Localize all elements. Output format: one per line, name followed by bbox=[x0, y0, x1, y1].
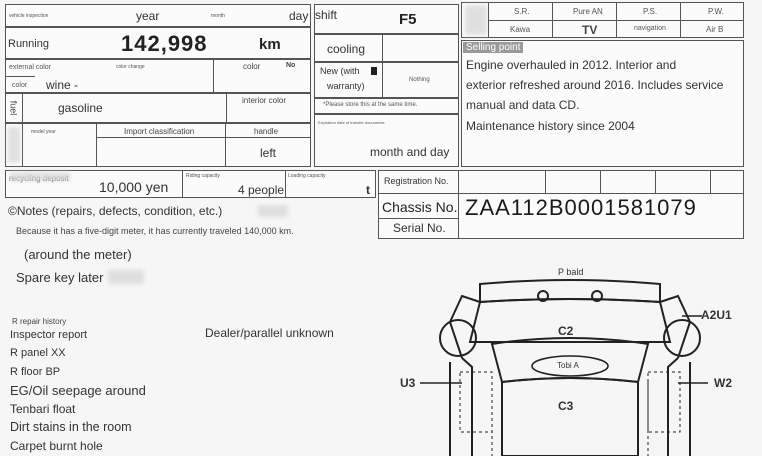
equip-r1-2: P.S. bbox=[643, 7, 658, 16]
recycling-value: 10,000 yen bbox=[99, 179, 169, 195]
new-warranty-label-2: warranty) bbox=[327, 81, 365, 91]
selling-line-1: Engine overhauled in 2012. Interior and bbox=[466, 58, 677, 72]
model-divider-1 bbox=[22, 123, 23, 167]
month-label: month bbox=[211, 13, 225, 19]
model-year-block bbox=[5, 123, 311, 167]
nothing-label: Nothing bbox=[409, 77, 430, 83]
color-value: wine - bbox=[46, 78, 79, 92]
model-year-label: model year bbox=[31, 129, 56, 135]
selling-line-3: manual and data CD. bbox=[466, 98, 580, 112]
note-item-4: Tenbari float bbox=[10, 402, 76, 416]
warranty-square bbox=[371, 67, 377, 75]
interior-color-label: interior color bbox=[242, 96, 287, 105]
a2u1-label: A2U1 bbox=[701, 308, 732, 322]
note-item-1: R panel XX bbox=[10, 347, 66, 359]
color-divider-h bbox=[5, 76, 35, 77]
import-classification-label: Import classification bbox=[124, 127, 195, 136]
fuel-divider bbox=[22, 93, 23, 123]
right-side bbox=[668, 358, 678, 456]
store-note: *Please store this at the same time. bbox=[323, 102, 418, 108]
model-divider-h bbox=[96, 137, 311, 138]
handle-value: left bbox=[260, 146, 277, 160]
color-code: No bbox=[286, 62, 296, 69]
roof bbox=[502, 378, 638, 456]
reg-v4 bbox=[655, 170, 656, 193]
equip-r2-3: Air B bbox=[706, 25, 724, 34]
fuel-label: fuel bbox=[8, 100, 19, 116]
left-door-dash bbox=[460, 372, 492, 432]
running-row bbox=[5, 27, 311, 59]
cooling-divider bbox=[382, 34, 383, 62]
mileage-value: 142,998 bbox=[121, 31, 208, 56]
c3-label: C3 bbox=[558, 399, 574, 413]
inspector-report: Inspector report bbox=[10, 329, 88, 341]
left-fender bbox=[450, 296, 480, 358]
equip-r2-1: TV bbox=[582, 23, 598, 37]
month-and-day: month and day bbox=[370, 145, 450, 159]
color-label: color bbox=[243, 62, 261, 71]
warranty-row bbox=[314, 62, 459, 98]
model-divider-2 bbox=[96, 123, 97, 167]
w2-label: W2 bbox=[714, 376, 732, 390]
notes-title-blur bbox=[258, 205, 288, 217]
selling-line-2: exterior refreshed around 2016. Includes service bbox=[466, 78, 724, 92]
reg-h1 bbox=[378, 193, 744, 194]
notes-line-1: Because it has a five-digit meter, it has currently traveled 140,000 km. bbox=[16, 226, 294, 236]
notes-blur-1 bbox=[108, 270, 144, 284]
note-item-6: Carpet burnt hole bbox=[10, 439, 103, 453]
note-item-5: Dirt stains in the room bbox=[10, 420, 132, 434]
fuel-divider-2 bbox=[226, 93, 227, 123]
reg-v3 bbox=[600, 170, 601, 193]
selling-point-label: Selling point bbox=[463, 42, 523, 53]
vehicle-inspection-row bbox=[5, 4, 311, 27]
note-item-2: R floor BP bbox=[10, 366, 61, 378]
color-change-label: color change bbox=[116, 64, 145, 70]
riding-capacity-value: 4 people bbox=[238, 183, 285, 197]
dealer-text: Dealer/parallel unknown bbox=[205, 326, 334, 340]
note-item-3: EG/Oil seepage around bbox=[10, 383, 146, 398]
cooling-row bbox=[314, 34, 459, 62]
equipment-blur bbox=[465, 5, 487, 35]
u3-label: U3 bbox=[400, 376, 416, 390]
repair-history-label: R repair history bbox=[12, 317, 67, 326]
recycling-v2 bbox=[285, 170, 286, 198]
expiration-row bbox=[314, 114, 459, 167]
new-warranty-label-1: New (with bbox=[320, 66, 360, 76]
center-dash bbox=[492, 382, 648, 456]
equip-r1-0: S.R. bbox=[514, 7, 530, 16]
equip-r1-3: P.W. bbox=[708, 7, 724, 16]
blur-patch bbox=[8, 127, 20, 163]
tobi-a-label: Tobi A bbox=[557, 361, 579, 370]
reg-h2 bbox=[378, 218, 458, 219]
shift-label: shift bbox=[315, 8, 338, 22]
shift-value: F5 bbox=[399, 11, 417, 28]
expiration-label: Expiration date of transfer documents bbox=[318, 120, 385, 125]
right-fender bbox=[660, 296, 690, 358]
chassis-value: ZAA112B0001581079 bbox=[465, 195, 697, 220]
equip-r1-1: Pure AN bbox=[573, 7, 603, 16]
serial-label: Serial No. bbox=[393, 221, 446, 235]
color-block bbox=[5, 59, 311, 93]
mileage-unit: km bbox=[259, 36, 281, 53]
c2-label: C2 bbox=[558, 324, 574, 338]
running-label: Running bbox=[8, 38, 49, 50]
reg-v2 bbox=[545, 170, 546, 193]
chassis-label: Chassis No. bbox=[382, 199, 458, 215]
external-color-label: external color bbox=[9, 64, 52, 71]
p-bald-label: P bald bbox=[558, 267, 584, 277]
car-diagram bbox=[380, 262, 760, 456]
notes-title: ©Notes (repairs, defects, condition, etc.) bbox=[8, 204, 223, 218]
notes-line-3: Spare key later bbox=[16, 270, 104, 285]
selling-point-box bbox=[461, 40, 744, 167]
loading-capacity-label: Loading capacity bbox=[288, 173, 326, 179]
loading-capacity-unit: t bbox=[366, 183, 370, 197]
equip-r2-0: Kawa bbox=[510, 25, 531, 34]
fuel-row bbox=[5, 93, 311, 123]
shift-row bbox=[314, 4, 459, 34]
right-door-dash bbox=[648, 372, 680, 432]
equip-h1 bbox=[488, 20, 744, 21]
recycling-blur bbox=[10, 172, 70, 181]
year-label: year bbox=[136, 9, 160, 23]
riding-capacity-label: Riding capacity bbox=[186, 173, 220, 179]
fuel-value: gasoline bbox=[58, 101, 103, 115]
selling-line-4: Maintenance history since 2004 bbox=[466, 119, 635, 133]
notes-line-2: (around the meter) bbox=[24, 247, 132, 262]
cooling-label: cooling bbox=[327, 42, 366, 56]
warranty-divider bbox=[382, 62, 383, 98]
registration-label: Registration No. bbox=[384, 176, 449, 186]
handle-label: handle bbox=[254, 127, 279, 136]
reg-v1 bbox=[458, 170, 459, 239]
color-divider bbox=[213, 59, 214, 93]
left-side bbox=[462, 358, 472, 456]
model-divider-3 bbox=[225, 123, 226, 167]
day-label: day bbox=[289, 9, 309, 23]
store-note-row bbox=[314, 98, 459, 114]
recycling-v1 bbox=[182, 170, 183, 198]
color-sub-label: color bbox=[12, 82, 28, 89]
equip-r2-2: navigation bbox=[634, 25, 666, 32]
reg-v5 bbox=[710, 170, 711, 193]
registration-box bbox=[378, 170, 744, 239]
vehicle-inspection-label: vehicle inspection bbox=[9, 13, 49, 19]
